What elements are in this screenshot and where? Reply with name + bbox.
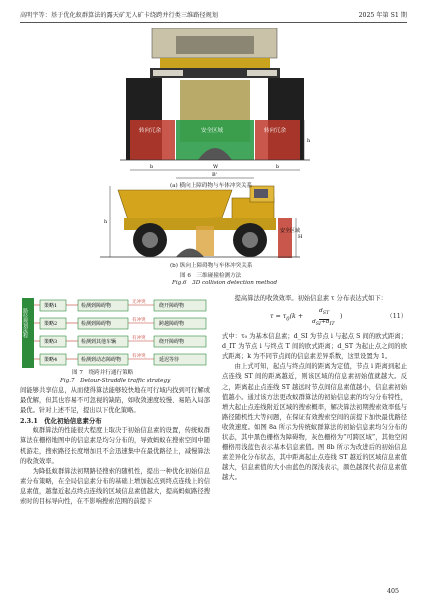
label-h-a: h [307, 138, 311, 144]
fig7-mid-2: 有冲突 [132, 318, 146, 323]
label-h-b: h [104, 219, 108, 225]
page-number: 405 [386, 588, 399, 595]
fig7-check-4: 检测到动态障碍物 [81, 357, 122, 363]
equation-11: $\tau = \tau_0(k$ + $d_{ST}$ $d_{SI}+d_{IT}$ ) （11） [270, 308, 407, 328]
fig7-strategy-4: 策略4 [44, 357, 58, 363]
fig7-check-2: 检测到障碍物 [81, 321, 112, 327]
fig7-mid-3: 有冲突 [132, 336, 146, 341]
fig7-result-2: 跨越障碍物 [159, 321, 185, 327]
figure-7-caption-cn: 图 7 绕跨并行通行策略 [72, 370, 134, 376]
fig7-strategy-2: 策略2 [44, 321, 58, 327]
header-left: 高明宇等：基于优化蚁群算法的露天矿无人矿卡绕跨并行类三维路径规划 [20, 12, 218, 19]
figure-6b-caption: (b) 纵向上障碍物与车体冲突关系 [170, 263, 253, 269]
label-b2: b [276, 164, 280, 170]
figure-6-drawing [0, 28, 427, 283]
figure-6-caption-en: Fig.6 3D collision detection method [172, 280, 278, 286]
right-paragraph-2: 式中：τ₀ 为基本信息素；d_SI 为节点 i 与起点 S 间的欧式距离；d_IT 为节点 i 与终点 T 间的欧式距离；d_ST 为起止点之间的欧式距离；k 为不同节点间的信息素差异系数，这里设置为 1。 [222, 333, 407, 361]
label-B: B' [212, 172, 218, 178]
left-steer-zone [130, 120, 175, 160]
label-safe-b: 安全区域 [280, 228, 301, 234]
side-view-truck [100, 186, 300, 258]
fig7-result-1: 绕开障碍物 [159, 303, 185, 309]
figure-6 [0, 28, 427, 286]
section-heading-2-3-1: 2.3.1 优化初始信息素分布 [20, 417, 102, 426]
label-safe-a: 安全区域 [201, 128, 224, 134]
left-paragraph-3: 为降低蚁群算法初期路径搜索的随机性，提出一种优化初始信息素分布策略，在全局信息素分布的基础上增加起点到终点连线上的信息素值，越靠近起点终点连线的区域信息素值越大，提高蚂蚁路径搜索时的目标导向性，在不影响搜索范围的前提下 [20, 467, 210, 506]
figure-6-caption-cn: 图 6 三维碰撞检测方法 [180, 273, 242, 279]
running-header [20, 10, 407, 23]
front-view-truck [120, 28, 310, 178]
label-H: H [298, 234, 303, 240]
label-b1: b [150, 164, 154, 170]
fig7-side-label: 路径规划流程 [22, 308, 28, 338]
right-paragraph-3: 由上式可知，起点与终点间的距离为定值，节点 i 距离到起止点连线 ST 间的距离越近，则该区域的信息素初始值就越大。反之，距离起止点连线 ST 越远时节点间信息素值越小，信息素初始值越小。通过该方法更改蚁群算法的初始信息素的均匀分布特性，增大起止点连线附近区域的搜索概率，解决算法初期搜索效率低与路径随机性大等问题，在保证有效搜索空间的前提下加快最优路径收敛速度。如图 8a 所示为传统蚁群算法的初始信息素均匀分布的状态，其中黑色栅格为障碍物，灰色栅格为“可跨区域”，其他空闲栅格用浅蓝色表示基本信息素值。图 8b 所示为改进后的初始信息素差异化分布状态，其中距离起止点连线 ST 越近的区域信息素值越大，信息素值的大小由蓝色的深浅表示，颜色越深代表信息素值越大。 [222, 363, 407, 482]
label-left-steer: 转向冗余 [139, 128, 162, 134]
fig7-check-3: 检测到其他车辆 [81, 339, 117, 345]
figure-7 [20, 294, 210, 376]
right-paragraph-1: 提高算法的收敛效率。初始信息素 τ 分布表达式如下： [234, 295, 387, 302]
left-paragraph-2: 蚁群算法的性能很大程度上取决于初始信息素的设置，传统蚁群算法在栅格地图中的信息素是均匀分布的，导致蚂蚁在搜索空间中随机游走，搜索路径长度增加且不会迅速集中在最优路径上，减慢算法的收敛效率。 [20, 427, 210, 465]
figure-7-diagram [20, 294, 210, 376]
label-W: W [213, 164, 219, 170]
left-column [20, 386, 210, 507]
label-right-steer: 转向冗余 [264, 128, 287, 134]
fig7-strategy-1: 策略1 [44, 303, 58, 309]
equation-number: （11） [386, 313, 407, 321]
left-paragraph-1: 间能够共享信息，从而使得算法能够较快地在可行域内找到可行解或最优解，但其也容易不可忽视的缺陷，如收敛速度较慢、易陷入局部最优。针对上述不足，提出以下优化策略。 [20, 387, 210, 415]
fig7-mid-4: 有冲突 [132, 354, 146, 359]
header-right: 2025 年第 S1 期 [358, 12, 407, 19]
right-column [222, 294, 407, 484]
right-steer-zone [255, 120, 300, 160]
figure-7-caption-en: Fig.7 Detour-Straddle traffic strategy [60, 378, 171, 384]
fig7-mid-1: 无冲突 [132, 300, 146, 305]
fig7-strategy-3: 策略3 [44, 339, 58, 345]
fig7-check-1: 检测到障碍物 [81, 303, 112, 309]
figure-6a-caption: (a) 横向上障碍物与车体冲突关系 [170, 183, 253, 189]
fig7-result-3: 绕开障碍物 [159, 339, 185, 345]
fig7-result-4: 延迟等待 [159, 357, 180, 363]
